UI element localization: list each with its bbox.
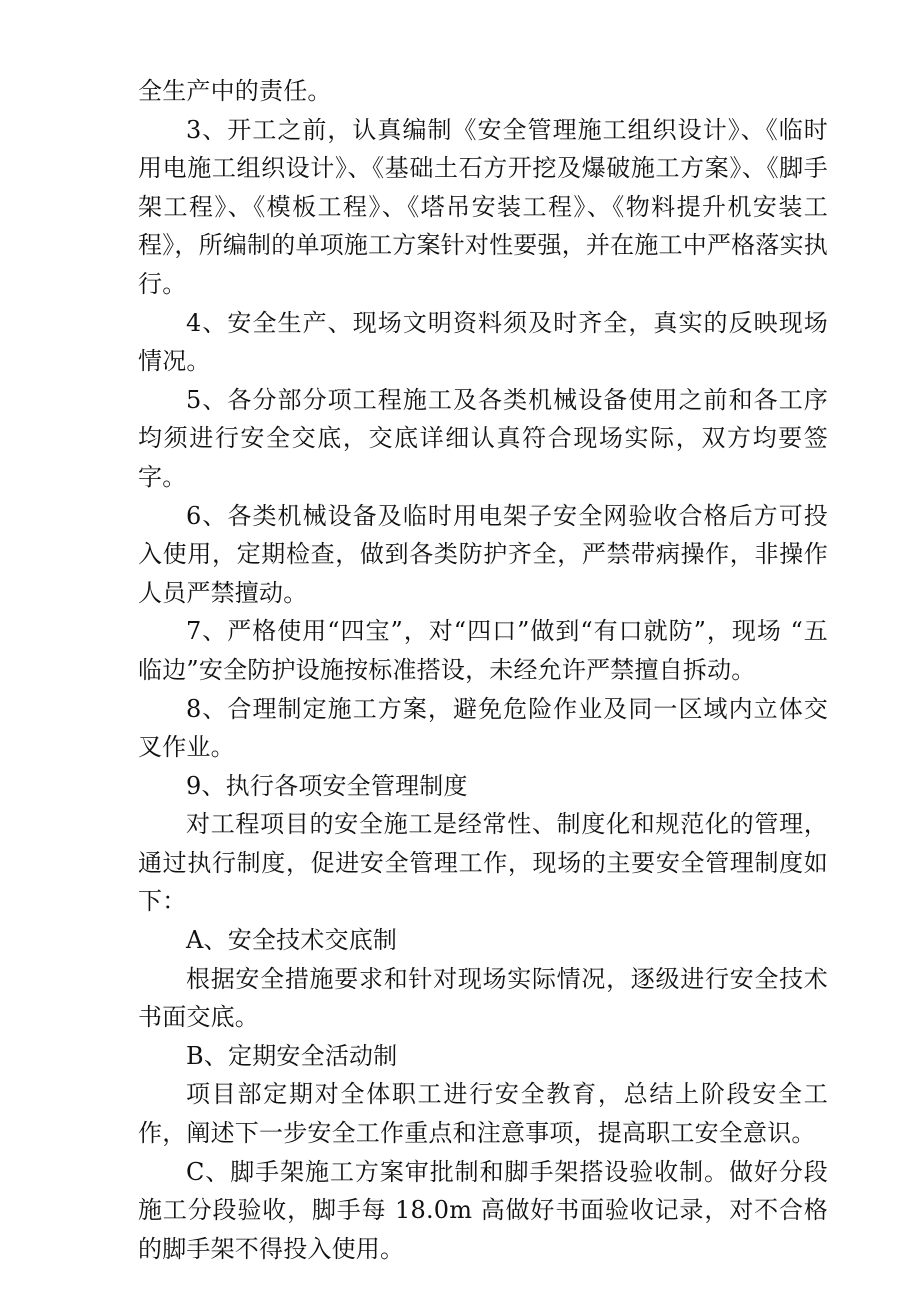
subheading-a: A、安全技术交底制: [186, 926, 398, 955]
paragraph-continuation: 全生产中的责任。: [138, 77, 332, 105]
document-body: [138, 72, 828, 1268]
paragraph-b-body: 项目部定期对全体职工进行安全教育，总结上阶段安全工作，阐述下一步安全工作重点和注意事项，提高职工安全意识。: [138, 1080, 828, 1148]
paragraph-item-6: 6、各类机械设备及临时用电架子安全网验收合格后方可投入使用，定期检查，做到各类防护齐全，严禁带病操作，非操作人员严禁擅动。: [138, 501, 828, 607]
paragraph-item-5: 5、各分部分项工程施工及各类机械设备使用之前和各工序均须进行安全交底，交底详细认真符合现场实际，双方均要签字。: [138, 385, 828, 491]
paragraph-item-9-intro: 对工程项目的安全施工是经常性、制度化和规范化的管理，通过执行制度，促进安全管理工作，现场的主要安全管理制度如下：: [138, 810, 828, 916]
paragraph-a-body: 根据安全措施要求和针对现场实际情况，逐级进行安全技术书面交底。: [138, 964, 828, 1032]
paragraph-item-7: 7、严格使用“四宝”，对“四口”做到“有口就防”，现场 “五临边”安全防护设施按标准搭设，未经允许严禁擅自拆动。: [138, 617, 828, 684]
paragraph-item-3: 3、开工之前，认真编制《安全管理施工组织设计》、《临时用电施工组织设计》、《基础土石方开挖及爆破施工方案》、《脚手架工程》、《模板工程》、《塔吊安装工程》、《物料提升机安装工程》，所编制的单项施工方案针对性要强，并在施工中严格落实执行。: [138, 115, 828, 298]
paragraph-item-8: 8、合理制定施工方案，避免危险作业及同一区域内立体交叉作业。: [138, 694, 828, 762]
subheading-b: B、定期安全活动制: [186, 1041, 398, 1070]
paragraph-c: C、脚手架施工方案审批制和脚手架搭设验收制。做好分段施工分段验收，脚手每 18.0m 高做好书面验收记录，对不合格的脚手架不得投入使用。: [138, 1157, 828, 1263]
paragraph-item-9-heading: 9、执行各项安全管理制度: [186, 771, 468, 800]
paragraph-item-4: 4、安全生产、现场文明资料须及时齐全，真实的反映现场情况。: [138, 308, 828, 376]
